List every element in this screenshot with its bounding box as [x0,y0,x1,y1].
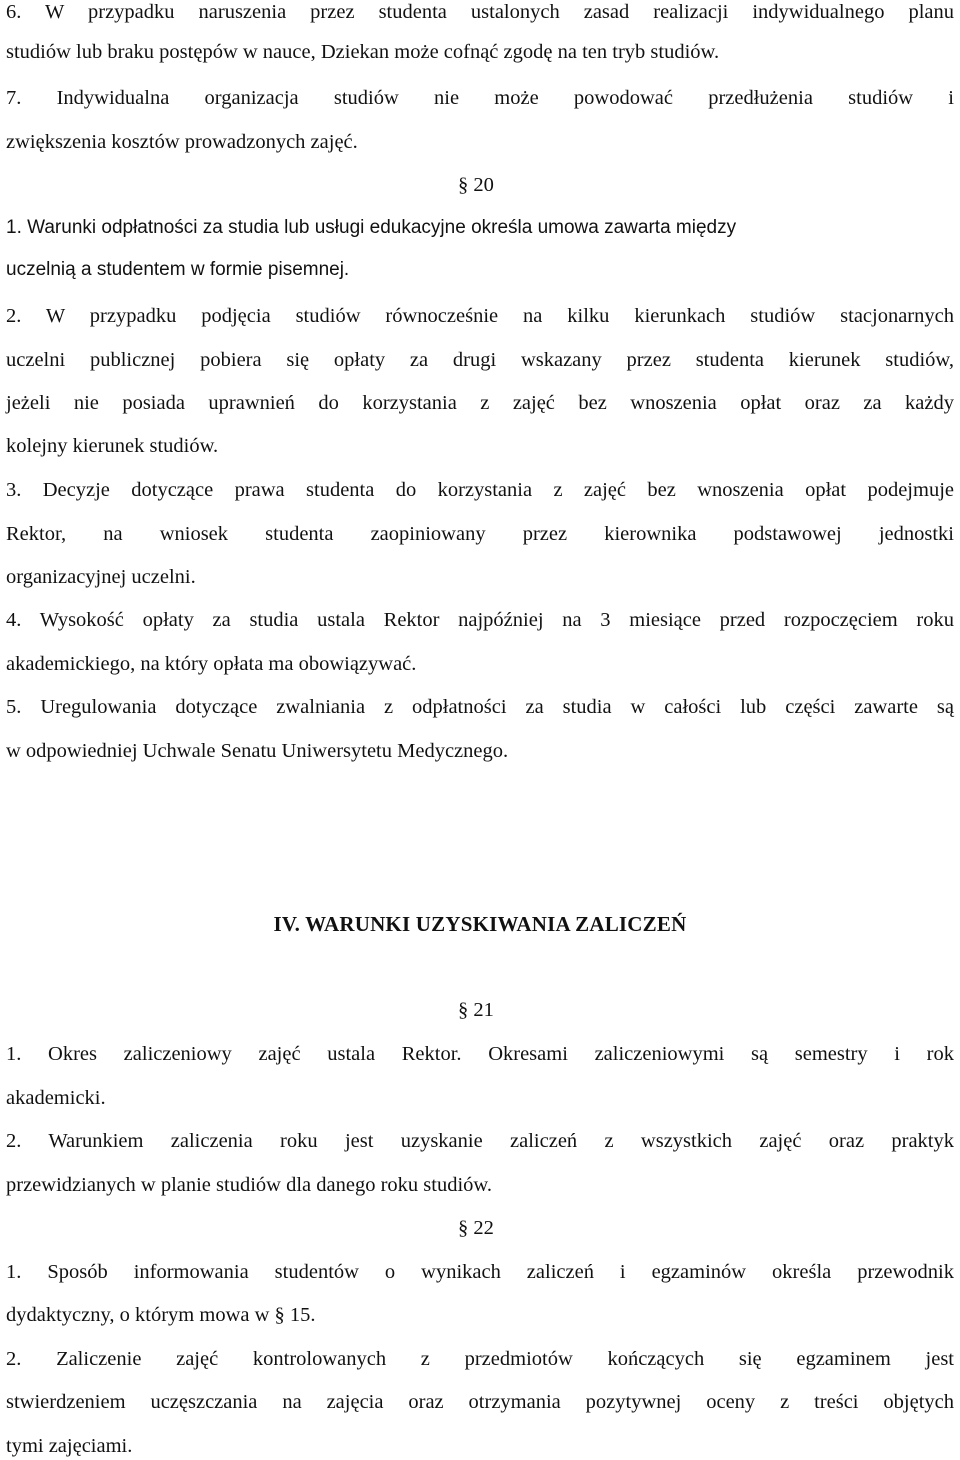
s20-paragraph-2-line-4: kolejny kierunek studiów. [6,435,219,457]
s21-paragraph-1-line-2: akademicki. [6,1087,106,1109]
s21-paragraph-2-line-1: 2. Warunkiem zaliczenia roku jest uzyskanie zaliczeń z wszystkich zajęć oraz praktyk [6,1130,954,1152]
s22-paragraph-2-line-1: 2. Zaliczenie zajęć kontrolowanych z przedmiotów kończących się egzaminem jest [6,1348,954,1370]
paragraph-6-line-1: 6. W przypadku naruszenia przez studenta ustalonych zasad realizacji indywidualnego planu [6,1,954,23]
s20-paragraph-1-line-1: 1. Warunki odpłatności za studia lub usługi edukacyjne określa umowa zawarta między [6,217,737,238]
s20-paragraph-4-line-2: akademickiego, na który opłata ma obowiązywać. [6,653,417,675]
paragraph-6-line-2: studiów lub braku postępów w nauce, Dziekan może cofnąć zgodę na ten tryb studiów. [6,41,720,63]
s20-paragraph-3-line-1: 3. Decyzje dotyczące prawa studenta do korzystania z zajęć bez wnoszenia opłat podejmuje [6,479,954,501]
s20-paragraph-5-line-1: 5. Uregulowania dotyczące zwalniania z odpłatności za studia w całości lub części zawarte są [6,696,954,718]
s22-paragraph-1-line-1: 1. Sposób informowania studentów o wynikach zaliczeń i egzaminów określa przewodnik [6,1261,954,1283]
section-heading-20: § 20 [458,174,494,196]
section-heading-22: § 22 [458,1217,494,1239]
s20-paragraph-4-line-1: 4. Wysokość opłaty za studia ustala Rektor najpóźniej na 3 miesiące przed rozpoczęciem roku [6,609,954,631]
s20-paragraph-1-line-2: uczelnią a studentem w formie pisemnej. [6,259,350,280]
s22-paragraph-1-line-2: dydaktyczny, o którym mowa w § 15. [6,1304,316,1326]
s22-paragraph-2-line-3: tymi zajęciami. [6,1435,133,1457]
paragraph-7-line-2: zwiększenia kosztów prowadzonych zajęć. [6,131,358,153]
s21-paragraph-2-line-2: przewidzianych w planie studiów dla danego roku studiów. [6,1174,492,1196]
s20-paragraph-2-line-2: uczelni publicznej pobiera się opłaty za drugi wskazany przez studenta kierunek studiów, [6,349,954,371]
paragraph-7-line-1: 7. Indywidualna organizacja studiów nie może powodować przedłużenia studiów i [6,87,954,109]
chapter-heading: IV. WARUNKI UZYSKIWANIA ZALICZEŃ [273,912,687,936]
s20-paragraph-5-line-2: w odpowiedniej Uchwale Senatu Uniwersytetu Medycznego. [6,740,509,762]
s20-paragraph-2-line-3: jeżeli nie posiada uprawnień do korzystania z zajęć bez wnoszenia opłat oraz za każdy [6,392,954,414]
section-heading-21: § 21 [458,999,494,1021]
s20-paragraph-2-line-1: 2. W przypadku podjęcia studiów równocześnie na kilku kierunkach studiów stacjonarnych [6,305,954,327]
s20-paragraph-3-line-2: Rektor, na wniosek studenta zaopiniowany przez kierownika podstawowej jednostki [6,523,954,545]
s20-paragraph-3-line-3: organizacyjnej uczelni. [6,566,196,588]
s22-paragraph-2-line-2: stwierdzeniem uczęszczania na zajęcia oraz otrzymania pozytywnej oceny z treści objętych [6,1391,954,1413]
s21-paragraph-1-line-1: 1. Okres zaliczeniowy zajęć ustala Rektor. Okresami zaliczeniowymi są semestry i rok [6,1043,954,1065]
